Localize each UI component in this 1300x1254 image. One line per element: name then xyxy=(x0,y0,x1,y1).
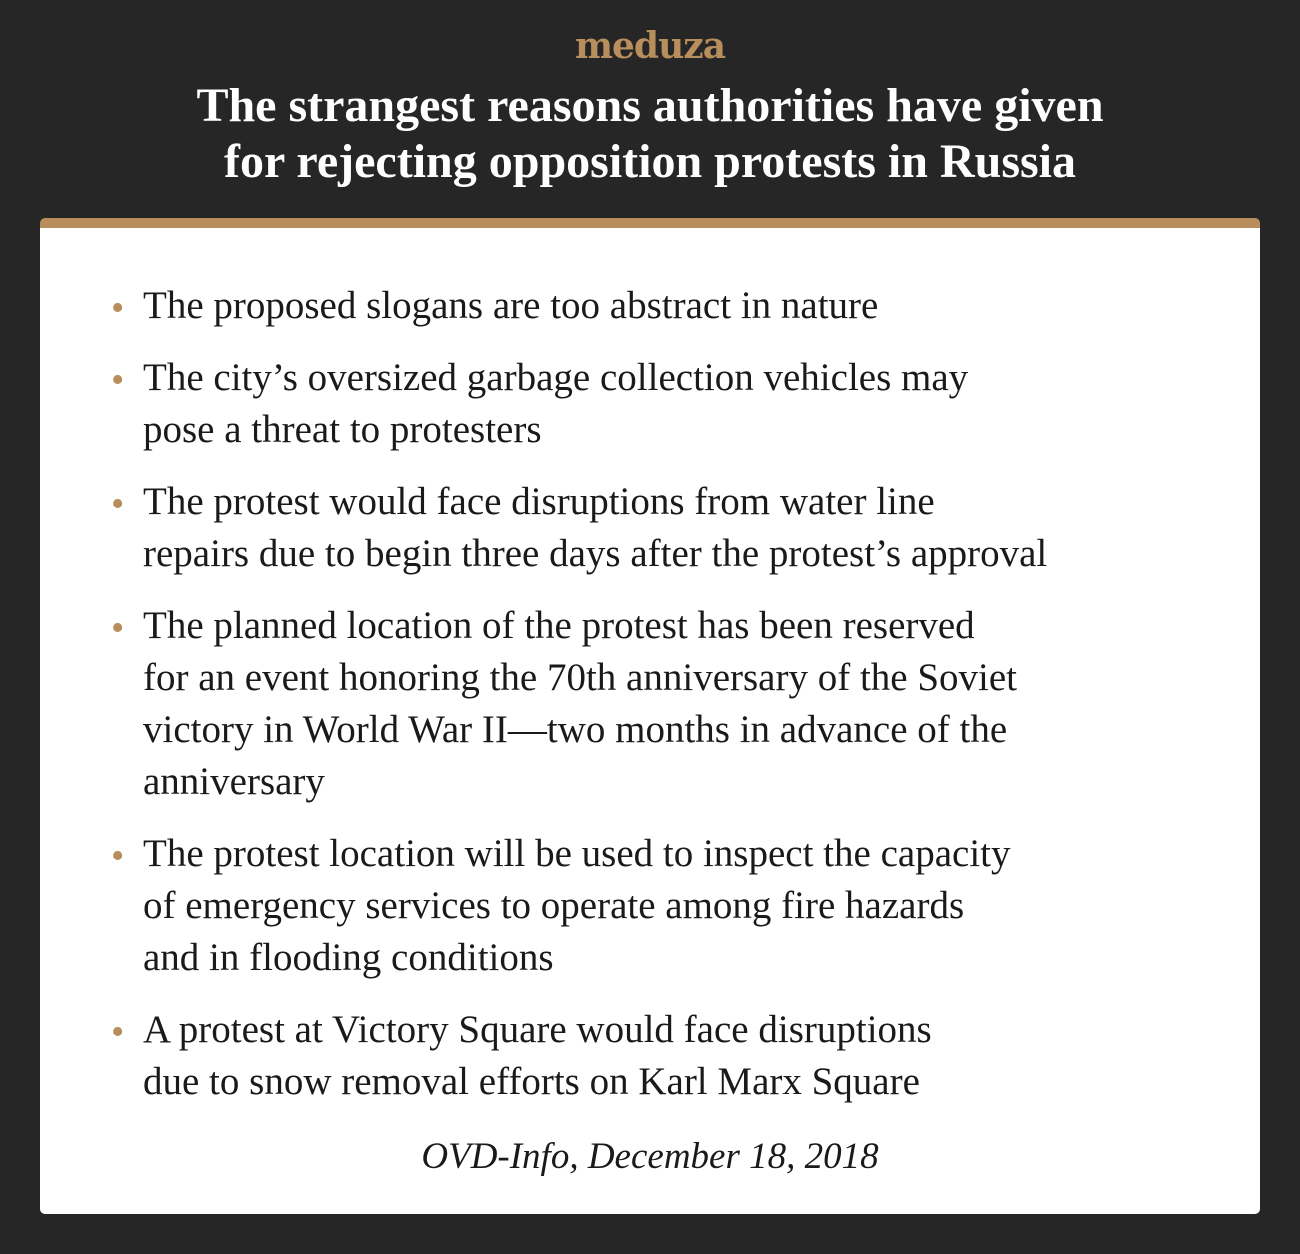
list-item xyxy=(40,476,1260,580)
page-title-line-1: The strangest reasons authorities have given xyxy=(196,79,1104,132)
reason-line: The city’s oversized garbage collection vehicles may xyxy=(143,356,969,399)
reason-line: anniversary xyxy=(143,760,325,803)
reason-line: A protest at Victory Square would face disruptions xyxy=(143,1008,932,1051)
list-item xyxy=(40,352,1260,456)
page-title xyxy=(60,78,1240,190)
reason-line: repairs due to begin three days after the protest’s approval xyxy=(143,532,1048,575)
source-citation: OVD-Info, December 18, 2018 xyxy=(421,1136,879,1177)
reason-line: The planned location of the protest has been reserved xyxy=(143,604,975,647)
meduza-logo: meduza xyxy=(574,25,726,67)
list-item xyxy=(40,280,1260,332)
bullet-icon: • xyxy=(111,1011,125,1053)
reason-line: victory in World War II—two months in advance of the xyxy=(143,708,1008,751)
page-title-line-2: for rejecting opposition protests in Russia xyxy=(223,135,1077,188)
bullet-icon: • xyxy=(111,359,125,401)
reason-line: The proposed slogans are too abstract in nature xyxy=(143,284,879,327)
list-item xyxy=(40,600,1260,808)
reason-line: pose a threat to protesters xyxy=(143,408,542,451)
bullet-icon: • xyxy=(111,835,125,877)
list-item xyxy=(40,1004,1260,1108)
bullet-icon: • xyxy=(111,287,125,329)
bullet-icon: • xyxy=(111,483,125,525)
list-item xyxy=(40,828,1260,984)
reasons-list xyxy=(40,280,1260,1128)
reasons-card xyxy=(40,218,1260,1214)
reason-line: The protest location will be used to inspect the capacity xyxy=(143,832,1011,875)
reason-line: for an event honoring the 70th anniversary of the Soviet xyxy=(143,656,1018,699)
reason-line: of emergency services to operate among fire hazards xyxy=(143,884,965,927)
reason-line: due to snow removal efforts on Karl Marx Square xyxy=(143,1060,920,1103)
reason-line: The protest would face disruptions from water line xyxy=(143,480,935,523)
bullet-icon: • xyxy=(111,607,125,649)
reason-line: and in flooding conditions xyxy=(143,936,554,979)
